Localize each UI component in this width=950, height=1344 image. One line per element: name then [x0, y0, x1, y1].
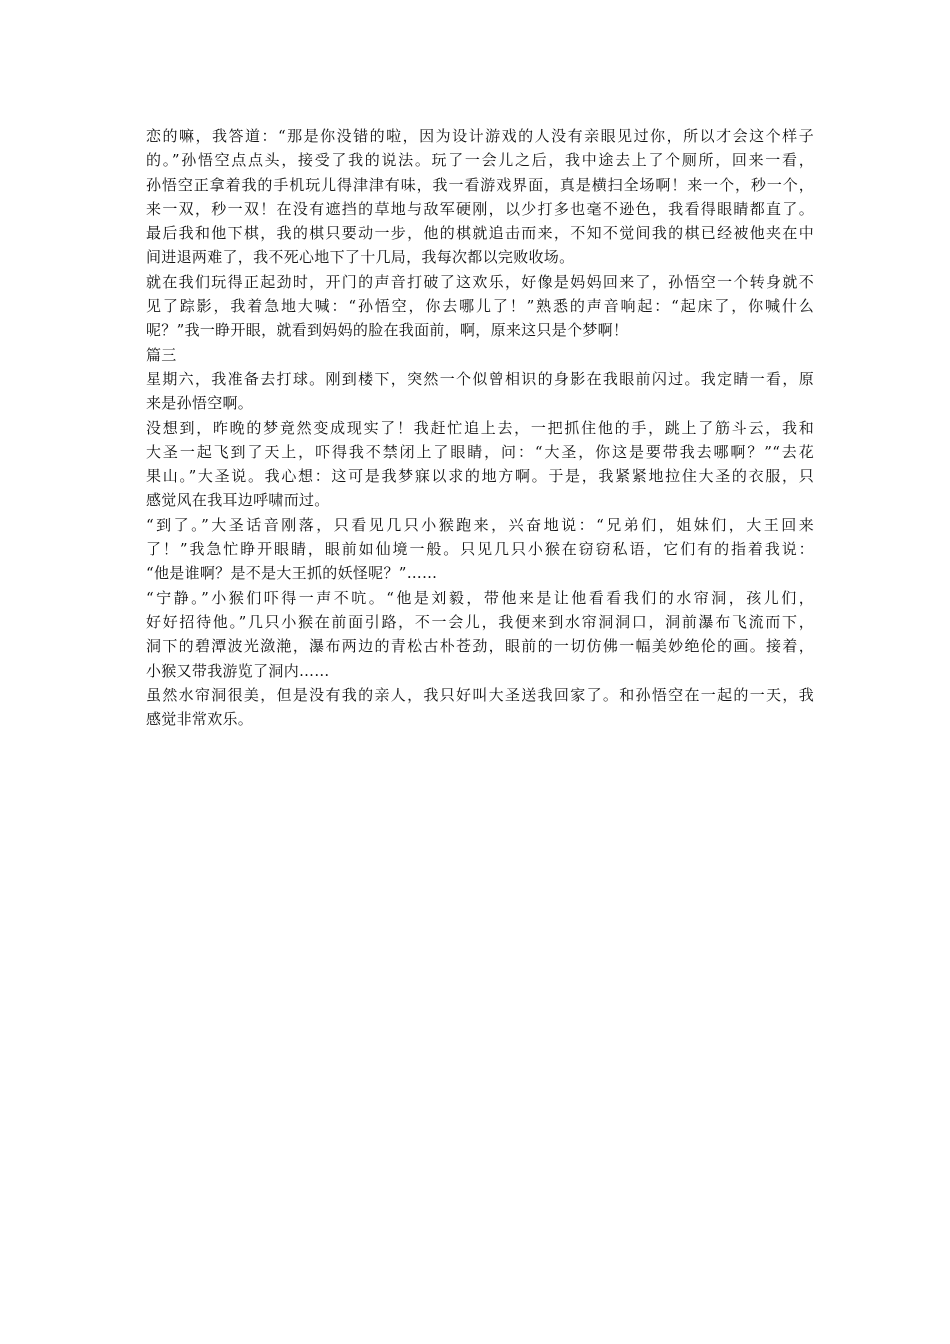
text-line: 星期六，我准备去打球。刚到楼下，突然一个似曾相识的身影在我眼前闪过。我定睛一看，原 — [146, 369, 814, 388]
text-line: 没想到，昨晚的梦竟然变成现实了！我赶忙追上去，一把抓住他的手，跳上了筋斗云，我和 — [146, 418, 814, 437]
text-line: 小猴又带我游览了洞内…… — [146, 661, 330, 680]
document-body — [146, 124, 814, 731]
text-line: 就在我们玩得正起劲时，开门的声音打破了这欢乐，好像是妈妈回来了，孙悟空一个转身就不 — [146, 272, 814, 291]
text-line: 了！”我急忙睁开眼睛，眼前如仙境一般。只见几只小猴在窃窃私语，它们有的指着我说： — [146, 540, 814, 559]
text-line: 孙悟空正拿着我的手机玩儿得津津有味，我一看游戏界面，真是横扫全场啊！来一个，秒一个， — [146, 175, 814, 194]
text-line: 感觉风在我耳边呼啸而过。 — [146, 491, 330, 510]
text-line: “他是谁啊？是不是大王抓的妖怪呢？”…… — [146, 564, 438, 583]
text-line: 来一双，秒一双！在没有遮挡的草地与敌军硬刚，以少打多也毫不逊色，我看得眼睛都直了。 — [146, 199, 814, 218]
text-line: 的。”孙悟空点点头，接受了我的说法。玩了一会儿之后，我中途去上了个厕所，回来一看， — [146, 151, 814, 170]
text-line: 大圣一起飞到了天上，吓得我不禁闭上了眼睛，问：“大圣，你这是要带我去哪啊？”“去花 — [146, 442, 814, 461]
text-line: 来是孙悟空啊。 — [146, 394, 254, 413]
text-line: 呢？”我一睁开眼，就看到妈妈的脸在我面前，啊，原来这只是个梦啊！ — [146, 321, 629, 340]
text-line: 好好招待他。”几只小猴在前面引路，不一会儿，我便来到水帘洞洞口，洞前瀑布飞流而下， — [146, 612, 814, 631]
text-line: “到了。”大圣话音刚落，只看见几只小猴跑来，兴奋地说：“兄弟们，姐妹们，大王回来 — [146, 515, 814, 534]
text-line: 虽然水帘洞很美，但是没有我的亲人，我只好叫大圣送我回家了。和孙悟空在一起的一天，我 — [146, 685, 814, 704]
text-line: 果山。”大圣说。我心想：这可是我梦寐以求的地方啊。于是，我紧紧地拉住大圣的衣服，只 — [146, 467, 814, 486]
text-line: 洞下的碧潭波光潋滟，瀑布两边的青松古朴苍劲，眼前的一切仿佛一幅美妙绝伦的画。接着， — [146, 637, 814, 656]
text-line: 间进退两难了，我不死心地下了十几局，我每次都以完败收场。 — [146, 248, 575, 267]
text-line: 最后我和他下棋，我的棋只要动一步，他的棋就追击而来，不知不觉间我的棋已经被他夹在中 — [146, 224, 814, 243]
text-line: 篇三 — [146, 345, 177, 364]
text-line: 感觉非常欢乐。 — [146, 710, 254, 729]
text-line: 恋的嘛，我答道：“那是你没错的啦，因为设计游戏的人没有亲眼见过你，所以才会这个样子 — [146, 127, 814, 145]
text-line: 见了踪影，我着急地大喊：“孙悟空，你去哪儿了！”熟悉的声音响起：“起床了，你喊什么 — [146, 297, 814, 316]
text-line: “宁静。”小猴们吓得一声不吭。“他是刘毅，带他来是让他看看我们的水帘洞，孩儿们， — [146, 588, 814, 607]
